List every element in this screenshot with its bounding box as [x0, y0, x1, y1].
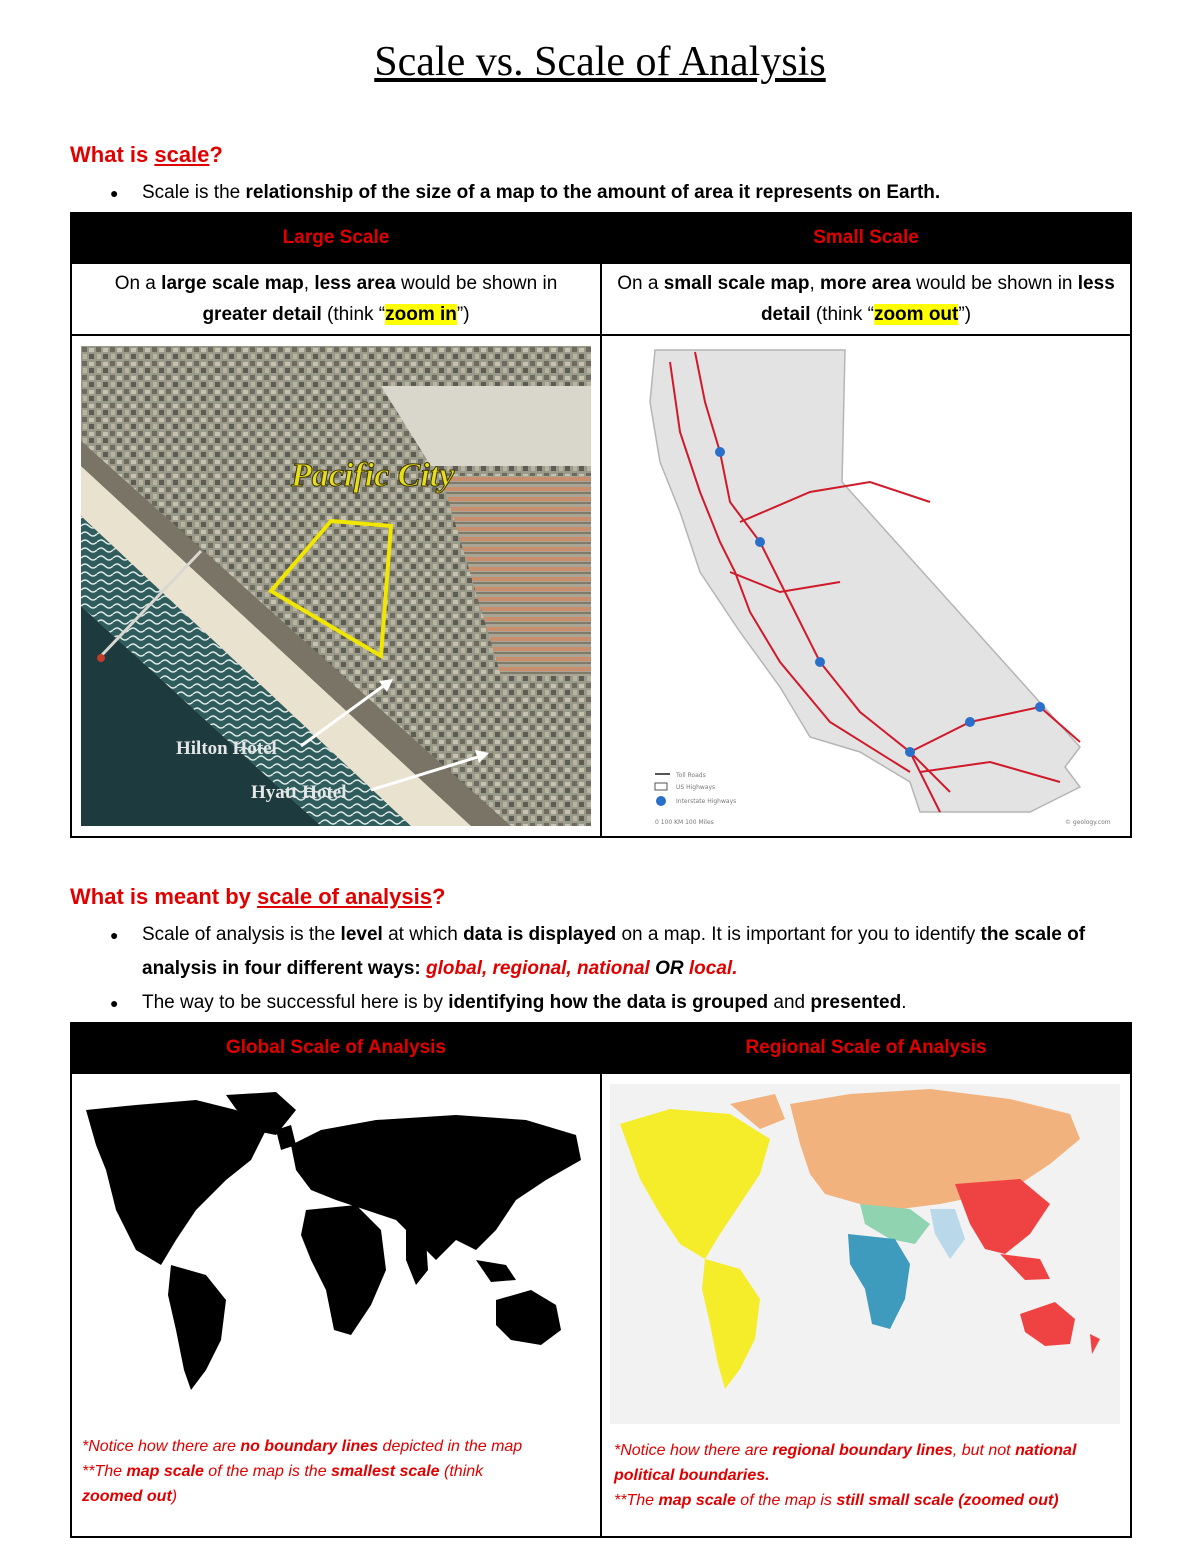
small-scale-description: On a small scale map, more area would be shown in less detail (think “zoom out”)	[601, 263, 1131, 335]
bullet-scale-of-analysis: ● Scale of analysis is the level at which data is displayed on a map. It is important for you to identify the scale of analysis in four different ways: global, regional, national OR local.	[110, 918, 1140, 986]
global-map-note: *Notice how there are no boundary lines depicted in the map **The map scale of the map is the smallest scale (think zoomed out)	[82, 1438, 523, 1505]
global-map-cell	[71, 1073, 601, 1537]
large-scale-header: Large Scale	[71, 213, 601, 263]
small-scale-header: Small Scale	[601, 213, 1131, 263]
map-credit: © geology.com	[1065, 819, 1111, 826]
legend-scale: 0 100 KM 100 Miles	[655, 819, 714, 826]
question-scale-of-analysis: What is meant by scale of analysis?	[70, 884, 446, 909]
hyatt-hotel-label: Hyatt Hotel	[251, 782, 347, 803]
legend-us: US Highways	[676, 784, 716, 791]
pacific-city-label: Pacific City	[291, 457, 455, 494]
legend-toll: Toll Roads	[676, 772, 706, 779]
bullet-icon: ●	[110, 927, 119, 943]
world-map-regions	[610, 1084, 1120, 1424]
question-scale: What is scale?	[70, 142, 223, 167]
scale-table	[70, 212, 1132, 838]
large-scale-description: On a large scale map, less area would be shown in greater detail (think “zoom in”)	[71, 263, 601, 335]
aerial-photo	[81, 346, 591, 826]
bullet-icon: ●	[110, 995, 119, 1011]
bullet-scale-definition: ● Scale is the relationship of the size of a map to the amount of area it represents on Earth.	[110, 176, 1140, 210]
world-map-black	[76, 1090, 596, 1420]
regional-scale-header: Regional Scale of Analysis	[601, 1023, 1131, 1073]
regional-map-note: *Notice how there are regional boundary lines, but not national political boundaries. **The map scale of the map is still small scale (zoomed out)	[614, 1442, 1077, 1509]
aerial-photo-cell	[71, 335, 601, 837]
analysis-table	[70, 1022, 1132, 1538]
legend-interstate: Interstate Highways	[676, 798, 737, 805]
california-road-map	[610, 342, 1120, 830]
regional-map-cell	[601, 1073, 1131, 1537]
bullet-grouping: ● The way to be successful here is by identifying how the data is grouped and presented.	[110, 986, 1140, 1020]
hilton-hotel-label: Hilton Hotel	[176, 738, 277, 759]
global-scale-header: Global Scale of Analysis	[71, 1023, 601, 1073]
california-map-cell	[601, 335, 1131, 837]
page-title: Scale vs. Scale of Analysis	[374, 39, 826, 85]
bullet-icon: ●	[110, 185, 119, 201]
